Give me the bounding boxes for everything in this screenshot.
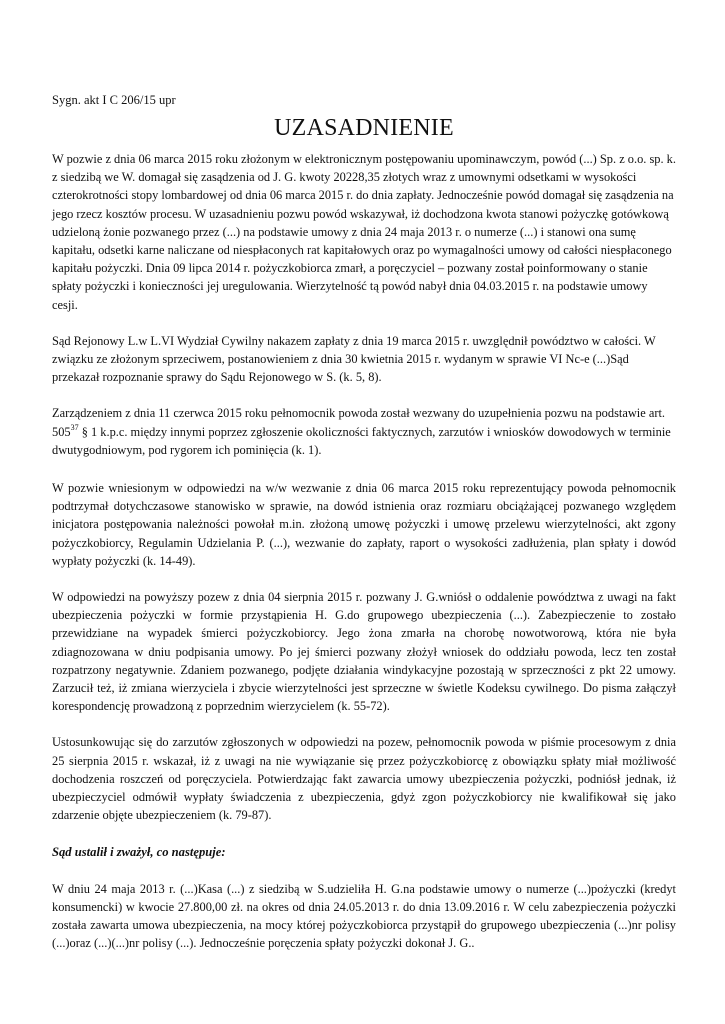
paragraph-claimant-response: W pozwie wniesionym w odpowiedzi na w/w wezwanie z dnia 06 marca 2015 roku reprezentujący powoda pełnomocnik podtrzymał dotychczasowe stanowisko w sprawie, na dowód istnienia oraz rozmiaru obciążającej pozwanego względem inicjatora postępowania należności powołał m.in. złożoną umowę pożyczki i umowę przelewu wierzytelności, akt zgony pożyczkobiorcy, Regulamin Udzielania P. (...), wezwanie do zapłaty, raport o wysokości zadłużenia, plan spłaty i dowód wypłaty pożyczki (k. 14-49).	[52, 481, 676, 568]
article-superscript: 37	[70, 422, 79, 432]
paragraph-findings: W dniu 24 maja 2013 r. (...)Kasa (...) z siedzibą w S.udzieliła H. G.na podstawie umowy o numerze (...)pożyczki (kredyt konsumencki) w kwocie 27.800,00 zł. na okres od dnia 24.05.2013 r. do dnia 13.09.2016 r. W celu zabezpieczenia pożyczki została zawarta umowa ubezpieczenia, na mocy której pożyczkobiorca przystąpił do grupowego ubezpieczenia (...)nr polisy (...)oraz (...)(...)nr polisy (...). Jednocześnie poręczenia spłaty pożyczki dokonał J. G..	[52, 881, 676, 951]
paragraph-order-article	[52, 404, 676, 459]
document-title: UZASADNIENIE	[274, 115, 454, 141]
document-body	[52, 150, 676, 970]
article-text-before: Zarządzeniem z dnia 11 czerwca 2015 roku pełnomocnik powoda został wezwany do uzupełnienia pozwu na podstawie art. 505	[52, 406, 665, 439]
case-reference: Sygn. akt I C 206/15 upr	[52, 93, 176, 107]
paragraph-lawsuit: W pozwie z dnia 06 marca 2015 roku złożonym w elektronicznym postępowaniu upominawczym, powód (...) Sp. z o.o. sp. k. z siedzibą we W. domagał się zasądzenia od J. G. kwoty 20228,35 złotych wraz z umownymi odsetkami w wysokości czterokrotności stopy lombardowej od dnia 06 marca 2015 r. do dnia zapłaty. Jednocześnie powód domagał się zasądzenia na jego rzecz kosztów procesu. W uzasadnieniu pozwu powód wskazywał, iż dochodzona kwota stanowi pożyczkę gotówkową udzieloną żonie pozwanego przez (...) na podstawie umowy z dnia 24 maja 2013 r. o numerze (...) i stanowi ona sumę kapitału, odsetki karne naliczane od niespłaconych rat kapitałowych oraz po wymagalności umowy od całości niespłaconego kapitału pożyczki. Dnia 09 lipca 2014 r. pożyczkobiorca zmarł, a poręczyciel – pozwany został poinformowany o stanie spłaty pożyczki i konieczności jej uregulowania. Wierzytelność tą powód nabył dnia 04.03.2015 r. na podstawie umowy cesji.	[52, 152, 676, 312]
paragraph-claimant-reply: Ustosunkowując się do zarzutów zgłoszonych w odpowiedzi na pozew, pełnomocnik powoda w piśmie procesowym z dnia 25 sierpnia 2015 r. wskazał, iż z uwagi na nie wywiązanie się przez pożyczkobiorcę z obowiązku spłaty miał możliwość dochodzenia roszczeń od poręczyciela. Potwierdzając fakt zawarcia umowy ubezpieczenia pożyczki, podniósł jednak, iż ubezpieczyciel odmówił wypłaty świadczenia z ubezpieczenia, gdyż zgon pożyczkobiorcy nie kwalifikował się jako zdarzenie objęte ubezpieczeniem (k. 79-87).	[52, 735, 676, 823]
paragraph-payment-order: Sąd Rejonowy L.w L.VI Wydział Cywilny nakazem zapłaty z dnia 19 marca 2015 r. uwzględnił powództwo w całości. W związku ze złożonym sprzeciwem, postanowieniem z dnia 30 kwietnia 2015 r. wydanym w sprawie VI Nc-e (...)Sąd przekazał rozpoznanie sprawy do Sądu Rejonowego w S. (k. 5, 8).	[52, 333, 656, 385]
paragraph-defendant-response: W odpowiedzi na powyższy pozew z dnia 04 sierpnia 2015 r. pozwany J. G.wniósł o oddalenie powództwa z uwagi na fakt ubezpieczenia pożyczki w formie przystąpienia H. G.do grupowego ubezpieczenia (...). Zabezpieczenie to zostało przewidziane na wypadek śmierci pożyczkobiorcy. Jego żona zmarła na chorobę nowotworową, która nie była zdiagnozowana w dniu podpisania umowy. Po jej śmierci pozwany złożył wniosek do oddziału powoda, lecz ten został rozpatrzony negatywnie. Zdaniem pozwanego, podjęte działania windykacyjne pozostają w sprzeczności z pkt 22 umowy. Zarzucił też, iż zmiana wierzyciela i zbycie wierzytelności jest sprzeczne w świetle Kodeksu cywilnego. Do pisma załączył korespondencję prowadzoną z poprzednim wierzycielem (k. 55-72).	[52, 590, 676, 714]
article-text-after: § 1 k.p.c. między innymi poprzez zgłoszenie okoliczności faktycznych, zarzutów i wniosków dowodowych w terminie dwutygodniowym, pod rygorem ich pominięcia (k. 1).	[52, 424, 671, 457]
section-heading: Sąd ustalił i zważył, co następuje:	[52, 844, 226, 859]
